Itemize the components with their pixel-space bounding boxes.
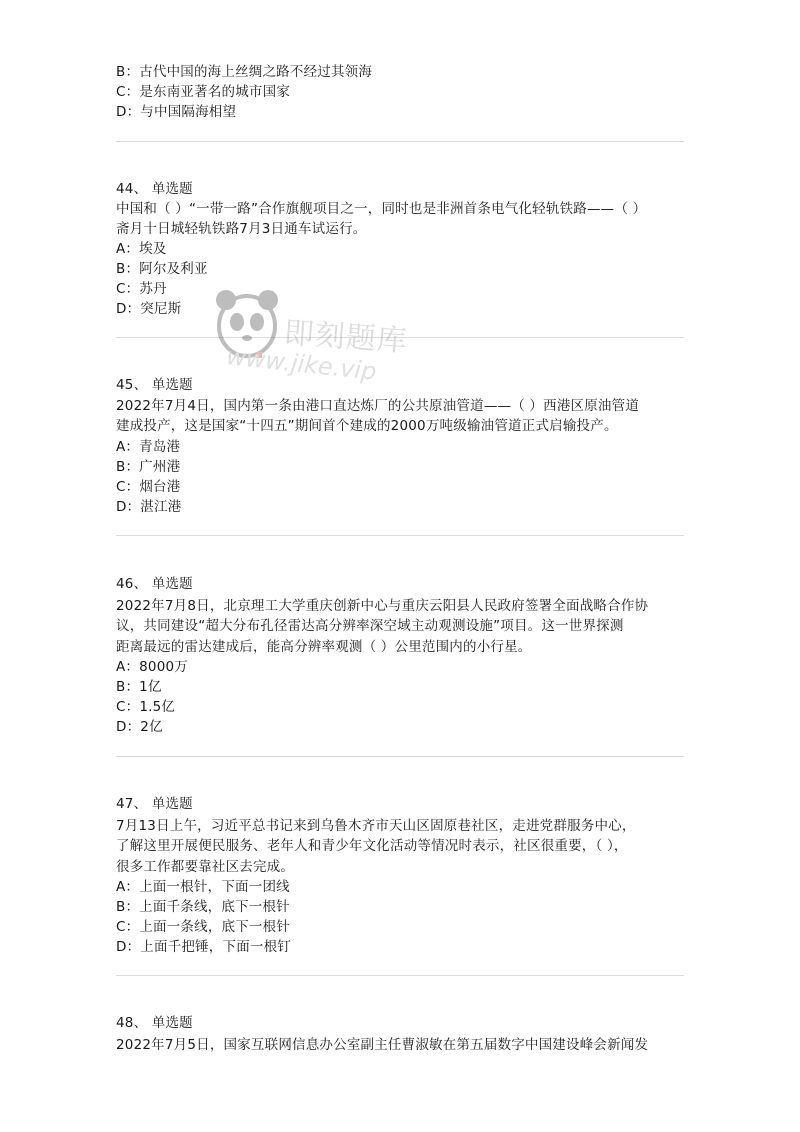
option-key: C： xyxy=(116,84,140,100)
option-key: B： xyxy=(116,459,140,475)
option-c[interactable] xyxy=(116,279,167,299)
option-text: 1.5亿 xyxy=(139,699,176,715)
option-key: C： xyxy=(116,919,140,935)
question-stem-line: 中国和（ ）“一带一路”合作旗舰项目之一，同时也是非洲首条电气化轻轨铁路——（ ） xyxy=(116,201,647,217)
question-divider xyxy=(116,756,684,757)
option-d[interactable] xyxy=(116,102,236,122)
option-c[interactable] xyxy=(116,477,180,497)
option-text: 阿尔及利亚 xyxy=(139,261,208,277)
question-stem-line: 2022年7月5日，国家互联网信息办公室副主任曹淑敏在第五届数字中国建设峰会新闻发 xyxy=(116,1037,649,1053)
option-text: 苏丹 xyxy=(139,281,167,297)
option-key: D： xyxy=(116,719,141,735)
option-b[interactable] xyxy=(116,457,180,477)
question-divider xyxy=(116,141,684,142)
option-key: C： xyxy=(116,281,140,297)
watermark-brand: 即刻题库 xyxy=(282,315,409,360)
option-key: C： xyxy=(116,479,140,495)
question-stem-line: 很多工作都要靠社区去完成。 xyxy=(116,859,295,875)
option-key: D： xyxy=(116,104,141,120)
option-text: 是东南亚著名的城市国家 xyxy=(139,84,291,100)
option-key: A： xyxy=(116,879,140,895)
option-a[interactable] xyxy=(116,877,290,897)
option-text: 烟台港 xyxy=(139,479,181,495)
option-b[interactable] xyxy=(116,897,290,917)
option-key: D： xyxy=(116,301,141,317)
question-stem-line: 距离最远的雷达建成后，能高分辨率观测（ ）公里范围内的小行星。 xyxy=(116,639,532,655)
option-d[interactable] xyxy=(116,937,291,957)
option-b[interactable] xyxy=(116,677,162,697)
panda-logo-icon xyxy=(212,286,284,366)
option-a[interactable] xyxy=(116,239,167,259)
question-header: 46、 单选题 xyxy=(116,576,193,592)
option-key: D： xyxy=(116,499,141,515)
option-text: 广州港 xyxy=(139,459,181,475)
watermark xyxy=(212,286,442,406)
option-d[interactable] xyxy=(116,299,181,319)
option-key: C： xyxy=(116,699,140,715)
option-text: 古代中国的海上丝绸之路不经过其领海 xyxy=(139,64,373,80)
option-text: 1亿 xyxy=(139,679,162,695)
option-text: 8000万 xyxy=(139,659,188,675)
option-a[interactable] xyxy=(116,657,188,677)
option-key: B： xyxy=(116,261,140,277)
option-key: B： xyxy=(116,679,140,695)
question-stem-line: 7月13日上午，习近平总书记来到乌鲁木齐市天山区固原巷社区，走进党群服务中心， xyxy=(116,818,636,834)
option-a[interactable] xyxy=(116,437,180,457)
option-text: 突尼斯 xyxy=(140,301,182,317)
question-stem-line: 议，共同建设“超大分布孔径雷达高分辨率深空域主动观测设施”项目。这一世界探测 xyxy=(116,618,624,634)
question-divider xyxy=(116,337,684,338)
option-key: A： xyxy=(116,241,140,257)
option-text: 上面千把锤，下面一根钉 xyxy=(140,939,291,955)
option-key: B： xyxy=(116,64,140,80)
question-header: 47、 单选题 xyxy=(116,796,193,812)
option-text: 上面千条线，底下一根针 xyxy=(139,899,290,915)
option-b[interactable] xyxy=(116,62,372,82)
option-c[interactable] xyxy=(116,697,175,717)
option-text: 湛江港 xyxy=(140,499,182,515)
option-text: 2亿 xyxy=(140,719,163,735)
option-text: 与中国隔海相望 xyxy=(140,104,237,120)
option-text: 埃及 xyxy=(139,241,167,257)
option-c[interactable] xyxy=(116,82,290,102)
question-stem-line: 了解这里开展便民服务、老年人和青少年文化活动等情况时表示，社区很重要，（ ）， xyxy=(116,838,628,854)
option-key: D： xyxy=(116,939,141,955)
question-header: 48、 单选题 xyxy=(116,1015,193,1031)
question-divider xyxy=(116,535,684,536)
question-header: 45、 单选题 xyxy=(116,377,193,393)
question-stem-line: 斋月十日城轻轨铁路7月3日通车试运行。 xyxy=(116,221,367,237)
question-divider xyxy=(116,975,684,976)
option-key: B： xyxy=(116,899,140,915)
option-d[interactable] xyxy=(116,717,163,737)
option-text: 上面一条线，底下一根针 xyxy=(139,919,291,935)
option-b[interactable] xyxy=(116,259,208,279)
option-d[interactable] xyxy=(116,497,181,517)
question-stem-line: 2022年7月4日，国内第一条由港口直达炼厂的公共原油管道——（ ）西港区原油管道 xyxy=(116,398,640,414)
option-text: 青岛港 xyxy=(139,439,181,455)
option-key: A： xyxy=(116,659,140,675)
watermark-url: www.jike.vip xyxy=(224,342,378,386)
question-header: 44、 单选题 xyxy=(116,181,193,197)
question-stem-line: 2022年7月8日，北京理工大学重庆创新中心与重庆云阳县人民政府签署全面战略合作协 xyxy=(116,598,649,614)
question-stem-line: 建成投产，这是国家“十四五”期间首个建成的2000万吨级输油管道正式启输投产。 xyxy=(116,418,618,434)
option-text: 上面一根针，下面一团线 xyxy=(139,879,290,895)
option-key: A： xyxy=(116,439,140,455)
option-c[interactable] xyxy=(116,917,290,937)
